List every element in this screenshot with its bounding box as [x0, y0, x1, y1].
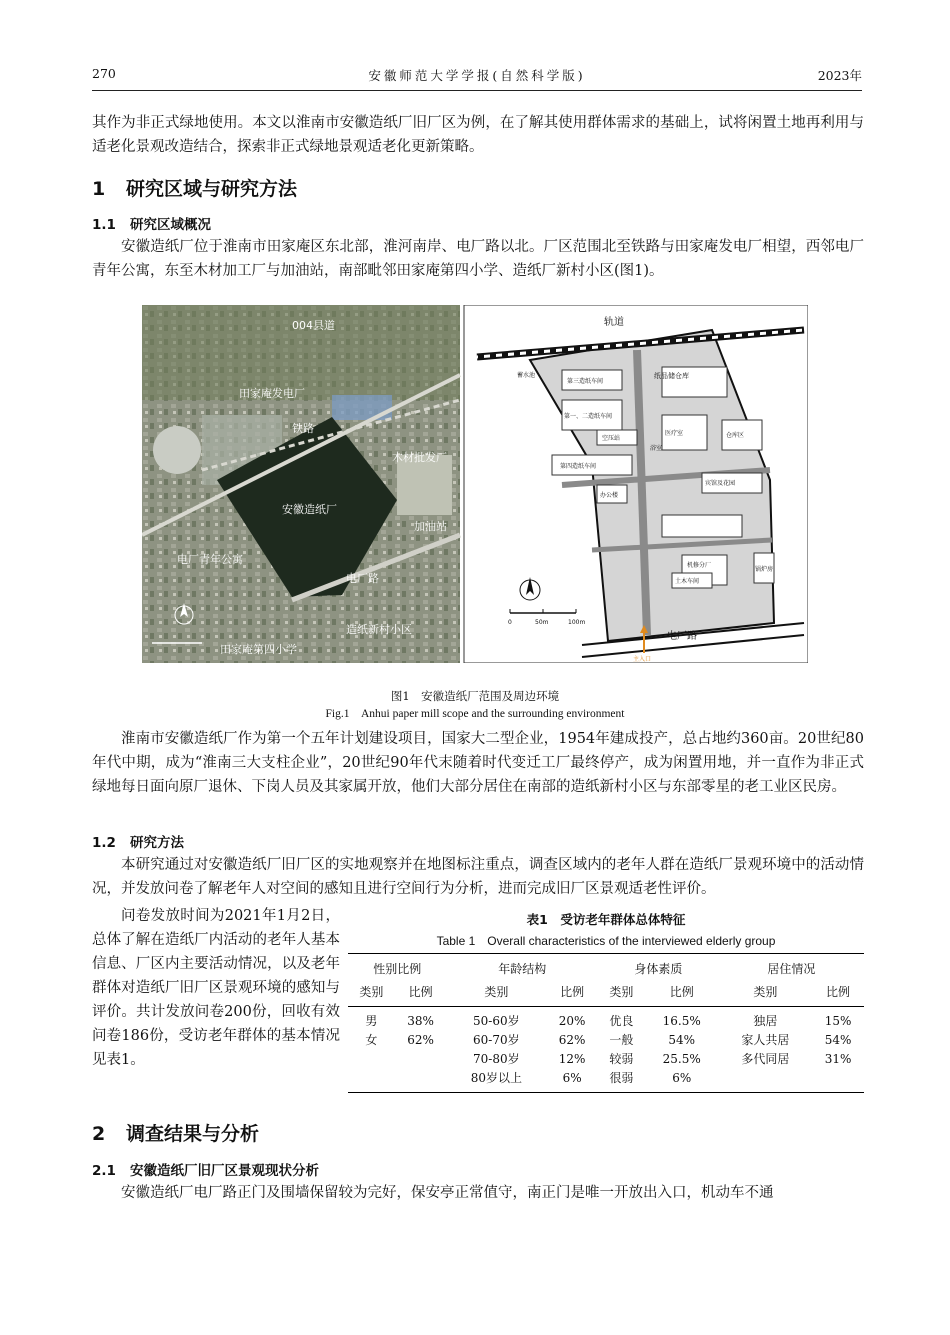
plan-label-pool: 蓄水池: [517, 372, 536, 379]
plan-label-compressor: 空压站: [602, 435, 621, 442]
page-number: 270: [92, 66, 116, 81]
intro-paragraph: 其作为非正式绿地使用。本文以淮南市安徽造纸厂旧厂区为例，在了解其使用群体需求的基础上，试将闲置土地再利用与适老化景观改造结合，探索非正式绿地景观适老化更新策略。: [92, 115, 864, 155]
plan-label-workshop4: 第四造纸车间: [560, 463, 597, 470]
plan-label-workshop3: 第三造纸车间: [567, 378, 604, 385]
paragraph-1-2-survey: 问卷发放时间为2021年1月2日，总体了解在造纸厂内活动的老年人基本信息、厂区内主要活动情况，以及老年群体对造纸厂旧厂区景观环境的感知与评价。共计发放问卷200份，回收有效问卷186份，受访老年群体的基本情况见表1。: [92, 908, 340, 1068]
table-cell: 62%: [558, 1033, 586, 1047]
table-cell: 38%: [407, 1014, 434, 1028]
table-cell: 一般: [609, 1033, 634, 1047]
table-cell: [348, 1050, 395, 1069]
section-number: 2: [92, 1123, 106, 1145]
table-title-cn: 表1 受访老年群体总体特征: [526, 912, 686, 927]
section-number: 1.2: [92, 835, 116, 851]
section-title: 安徽造纸厂旧厂区景观现状分析: [130, 1163, 319, 1179]
table-cell: 60-70岁: [473, 1033, 520, 1047]
table-group-health: 身体素质: [598, 954, 719, 984]
table-sub-cat: 类别: [719, 983, 812, 1007]
section-number: 1.1: [92, 217, 116, 233]
figure-1: [142, 305, 808, 663]
table-cell: 很弱: [598, 1069, 645, 1093]
table-cell: 54%: [824, 1033, 852, 1047]
section-1-heading: [92, 174, 297, 201]
section-2-1-heading: [92, 1159, 319, 1179]
table-row: [348, 1031, 864, 1050]
table-cell: 女: [365, 1033, 378, 1047]
table-cell: 6%: [546, 1069, 598, 1093]
header-rule: [92, 90, 862, 91]
figure-caption-cn: 图1 安徽造纸厂范围及周边环境: [390, 689, 560, 703]
scale-zero: 0: [508, 619, 512, 626]
table-cell: 54%: [668, 1033, 696, 1047]
table-group-header: [348, 954, 864, 984]
section-1-1-heading: [92, 213, 211, 233]
section-number: 2.1: [92, 1163, 116, 1179]
figure-caption-en: Fig.1 Anhui paper mill scope and the surrounding environment: [325, 708, 625, 720]
table-sub-header: [348, 983, 864, 1007]
label-village: 造纸新村小区: [346, 623, 412, 636]
table-cell: 16.5%: [662, 1014, 701, 1028]
label-railway: 铁路: [292, 422, 314, 435]
label-timber: 木材批发厂: [392, 451, 447, 464]
table-cell: 较弱: [609, 1052, 634, 1066]
plan-label-canteen: 宾馆及花园: [705, 480, 736, 487]
plan-label-gate: 主入口: [633, 656, 652, 663]
plan-label-bathhouse: 浴室: [650, 445, 663, 452]
section-title: 研究区域与研究方法: [126, 178, 298, 200]
plan-label-carpentry: 土木车间: [675, 578, 700, 585]
table-cell: 优良: [609, 1014, 634, 1028]
journal-title: 安徽师范大学学报(自然科学版): [368, 68, 586, 83]
label-road: 电厂路: [346, 572, 379, 585]
table-cell: 31%: [824, 1052, 852, 1066]
paragraph-1-1: 安徽造纸厂位于淮南市田家庵区东北部，淮河南岸、电厂路以北。厂区范围北至铁路与田家庵发电厂相望，西邻电厂青年公寓，东至木材加工厂与加油站，南部毗邻田家庵第四小学、造纸厂新村小区(图1)。: [92, 239, 864, 279]
paragraph-1-2-method: 本研究通过对安徽造纸厂旧厂区的实地观察并在地图标注重点，调查区域内的老年人群在造纸厂景观环境中的活动情况，并发放问卷了解老年人对空间的感知且进行空间行为分析，进而完成旧厂区景观适老性评价。: [92, 857, 864, 897]
section-title: 研究区域概况: [130, 217, 211, 233]
scale-mid: 50m: [535, 619, 549, 626]
running-header: [92, 66, 862, 88]
plan-label-boiler: 锅炉房: [755, 566, 774, 573]
table-cell: 50-60岁: [473, 1014, 520, 1028]
table-cell: 男: [365, 1014, 378, 1028]
table-cell: 20%: [558, 1014, 586, 1028]
plan-label-road: 电厂路: [667, 631, 697, 642]
table-sub-cat: 类别: [447, 983, 547, 1007]
table-cell: 6%: [645, 1069, 719, 1093]
label-road004: 004县道: [292, 319, 335, 332]
table-cell: [719, 1069, 812, 1093]
section-title: 调查结果与分析: [126, 1123, 260, 1145]
table-group-living: 居住情况: [719, 954, 864, 984]
plan-label-workshop12: 第一、二造纸车间: [564, 413, 613, 420]
table-group-gender: 性别比例: [348, 954, 447, 984]
plan-label-rail: 轨道: [604, 317, 624, 328]
table-row: [348, 1069, 864, 1093]
table-sub-cat: 类别: [348, 983, 395, 1007]
table-row: [348, 1007, 864, 1032]
label-school: 田家庵第四小学: [220, 643, 297, 656]
scale-end: 100m: [568, 619, 586, 626]
paragraph-history: 淮南市安徽造纸厂作为第一个五年计划建设项目，国家大二型企业，1954年建成投产，总占地约360亩。20世纪80年代中期，成为“淮南三大支柱企业”，20世纪90年代末随着时代变迁工厂最终停产，成为闲置用地，并一直作为非正式绿地每日面向原厂退休、下岗人员及其家属开放，他们大部分居住在南部的造纸新村小区与东部零星的老工业区民房。: [92, 731, 864, 795]
table-cell: 15%: [824, 1014, 852, 1028]
label-apartment: 电厂青年公寓: [177, 553, 243, 566]
table-cell: [395, 1069, 447, 1093]
plan-label-clinic: 医疗室: [665, 430, 684, 437]
section-2-heading: [92, 1119, 259, 1146]
table-cell: 62%: [407, 1033, 434, 1047]
table-cell: [395, 1050, 447, 1069]
plan-label-repair: 机修分厂: [687, 562, 712, 569]
section-1-2-heading: [92, 831, 184, 851]
table-cell: [812, 1069, 864, 1093]
table-sub-ratio: 比例: [395, 983, 447, 1007]
section-number: 1: [92, 178, 106, 200]
table-cell: 多代同居: [741, 1052, 790, 1066]
table-sub-ratio: 比例: [645, 983, 719, 1007]
section-title: 研究方法: [130, 835, 184, 851]
label-paper-mill: 安徽造纸厂: [282, 503, 337, 516]
paragraph-2-1: 安徽造纸厂电厂路正门及围墙保留较为完好，保安亭正常值守，南正门是唯一开放出入口，机动车不通: [121, 1185, 774, 1201]
satellite-map: [142, 305, 460, 663]
label-power-plant: 田家庵发电厂: [239, 387, 305, 400]
table-cell: 家人共居: [741, 1033, 790, 1047]
header-year: 2023年: [817, 68, 862, 83]
table-1: [348, 953, 864, 1093]
table-sub-ratio: 比例: [546, 983, 598, 1007]
site-plan: [464, 305, 808, 663]
table-group-age: 年龄结构: [447, 954, 599, 984]
table-title-en: Table 1 Overall characteristics of the interviewed elderly group: [436, 934, 776, 948]
plan-label-warehouse: 仓库区: [726, 432, 745, 439]
table-cell: 80岁以上: [447, 1069, 547, 1093]
table-cell: 12%: [558, 1052, 586, 1066]
table-cell: 独居: [753, 1014, 778, 1028]
label-gas-station: 加油站: [414, 520, 447, 533]
table-cell: 70-80岁: [473, 1052, 520, 1066]
table-row: [348, 1050, 864, 1069]
table-cell: [348, 1069, 395, 1093]
plan-label-office: 办公楼: [600, 492, 619, 499]
table-sub-ratio: 比例: [812, 983, 864, 1007]
table-cell: 25.5%: [662, 1052, 701, 1066]
plan-label-storage: 纸品储仓库: [654, 372, 689, 380]
table-sub-cat: 类别: [598, 983, 645, 1007]
